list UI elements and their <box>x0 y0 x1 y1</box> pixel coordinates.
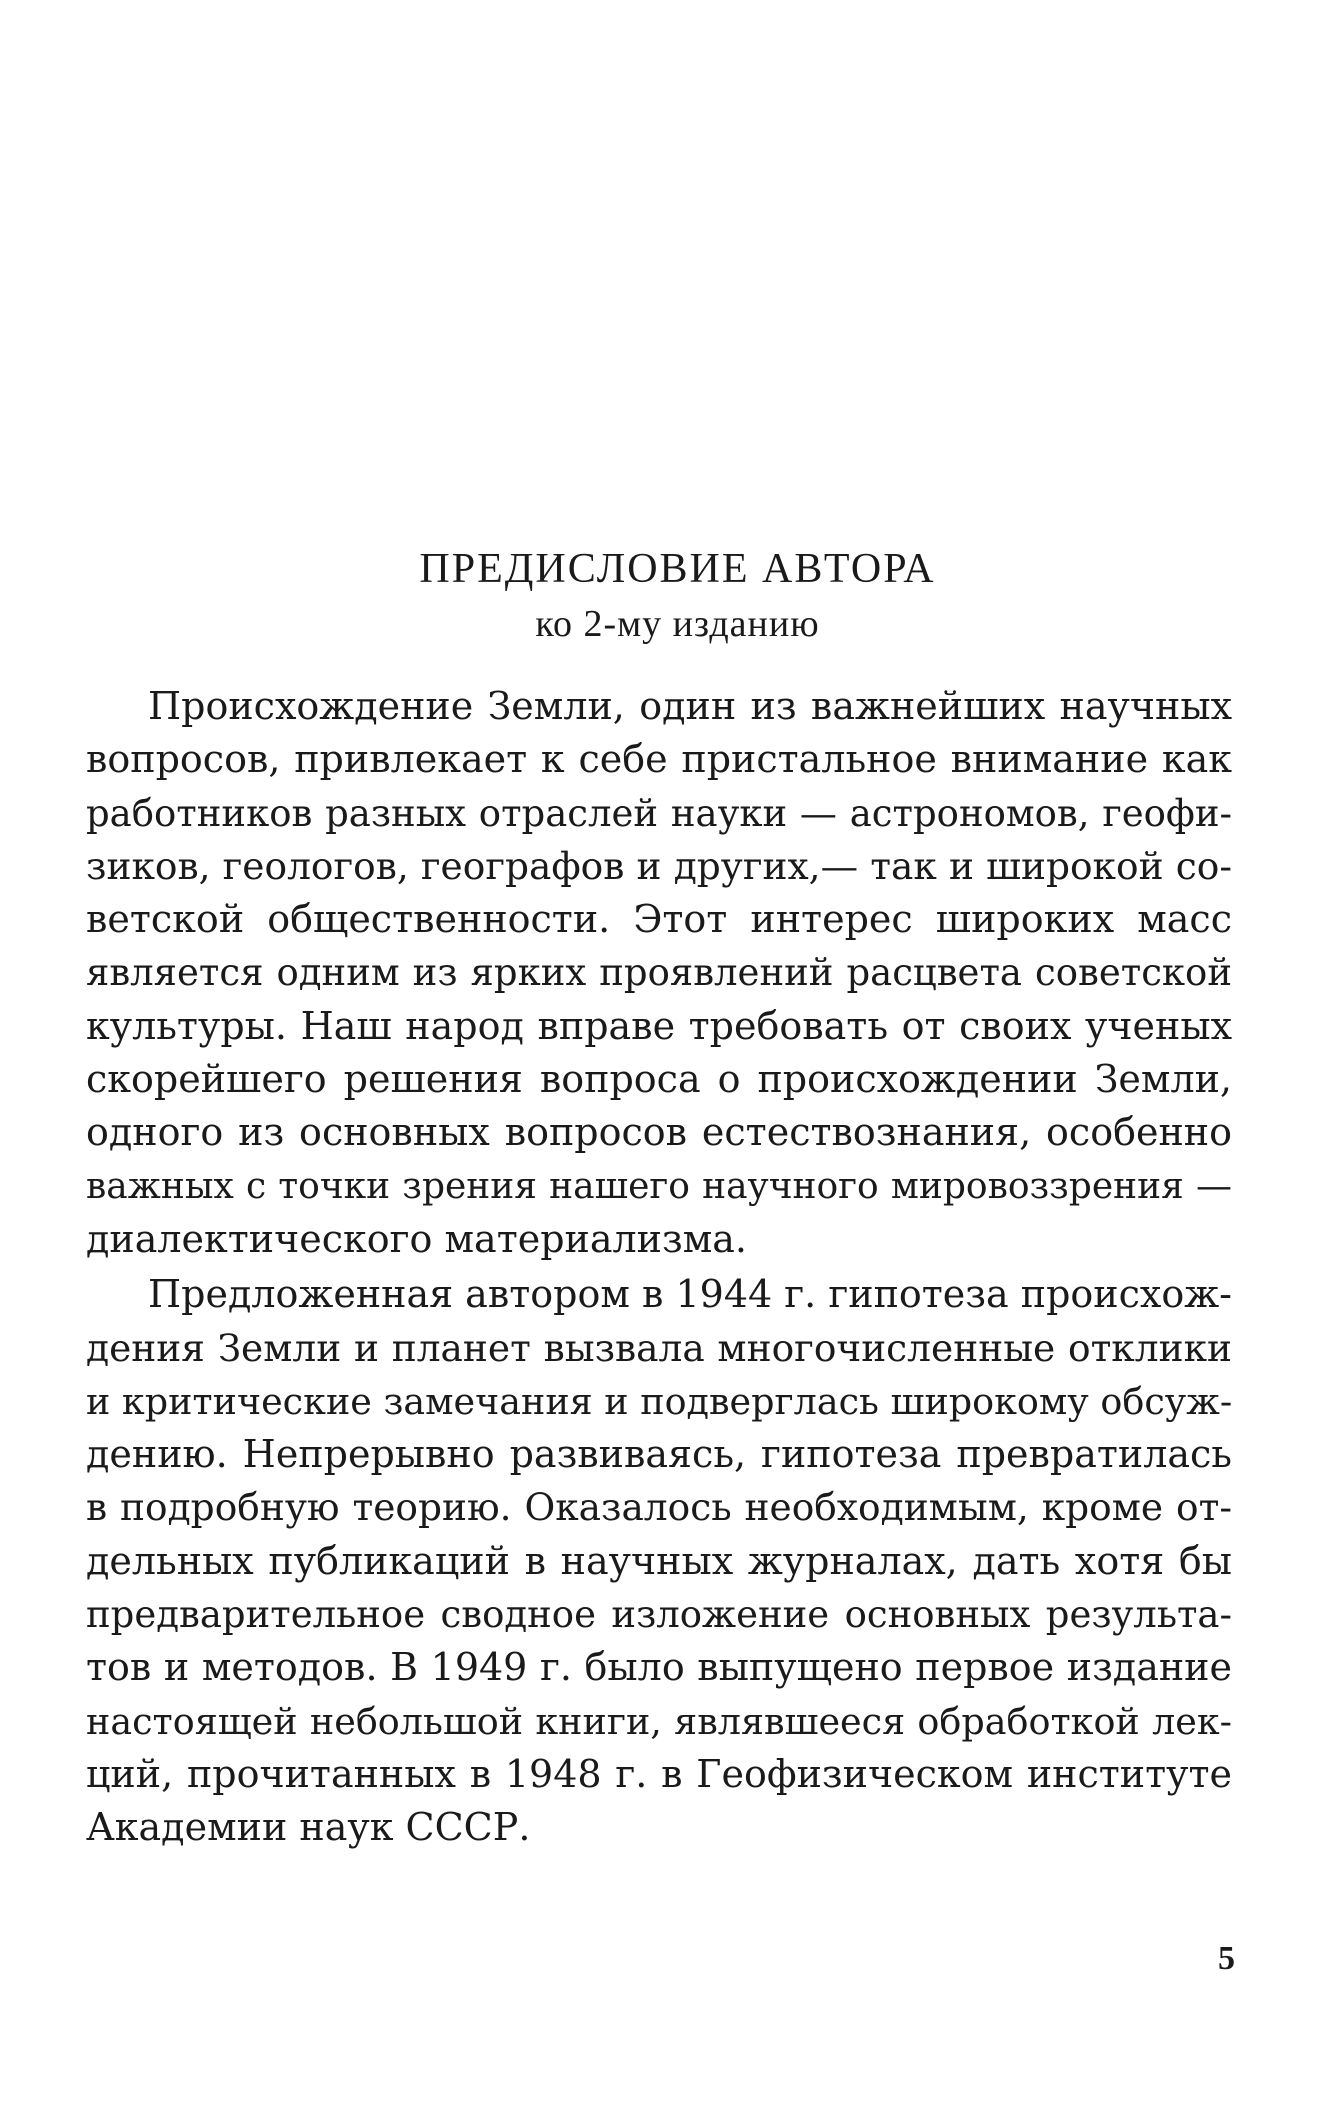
text-line: предварительное сводное изложение основных результа- <box>86 1593 1232 1637</box>
text-line: тов и методов. В 1949 г. было выпущено первое издание <box>86 1645 1232 1690</box>
text-line: дения Земли и планет вызвала многочисленные отклики <box>86 1325 1232 1370</box>
paragraph-2 <box>86 1268 1232 1854</box>
text-line: ций, прочитанных в 1948 г. в Геофизическом институте <box>86 1751 1232 1796</box>
preface-title: ПРЕДИСЛОВИЕ АВТОРА <box>419 546 936 592</box>
text-line: зиков, геологов, географов и других,— так и широкой со- <box>86 843 1232 888</box>
text-line: в подробную теорию. Оказалось необходимым, кроме от- <box>86 1485 1232 1530</box>
text-line: скорейшего решения вопроса о происхождении Земли, <box>86 1057 1232 1102</box>
text-line: вопросов, привлекает к себе пристальное внимание как <box>86 737 1232 782</box>
text-line: является одним из ярких проявлений расцвета советской <box>86 951 1232 995</box>
text-line: настоящей небольшой книги, являвшееся обработкой лек- <box>86 1699 1232 1743</box>
text-line: дельных публикаций в научных журналах, дать хотя бы <box>86 1538 1232 1583</box>
text-line: Предложенная автором в 1944 г. гипотеза происхож- <box>148 1272 1232 1317</box>
paragraph-1 <box>86 680 1232 1266</box>
text-line: культуры. Наш народ вправе требовать от своих ученых <box>86 1003 1232 1048</box>
text-line: дению. Непрерывно развиваясь, гипотеза превратилась <box>86 1432 1232 1477</box>
text-line: одного из основных вопросов естествознания, особенно <box>86 1110 1232 1155</box>
text-line: важных с точки зрения нашего научного мировоззрения — <box>86 1165 1232 1207</box>
preface-subtitle: ко 2-му изданию <box>535 603 820 645</box>
body-text <box>86 680 1232 1855</box>
text-line: ветской общественности. Этот интерес широких масс <box>86 897 1232 942</box>
text-line: Академии наук СССР. <box>86 1805 531 1850</box>
text-line: работников разных отраслей науки — астрономов, геофи- <box>86 791 1232 835</box>
text-line: Происхождение Земли, один из важнейших научных <box>148 684 1232 728</box>
text-line: и критические замечания и подверглась широкому обсуж- <box>86 1379 1232 1423</box>
text-line: диалектического материализма. <box>86 1216 748 1261</box>
page-number: 5 <box>1218 1940 1235 1977</box>
